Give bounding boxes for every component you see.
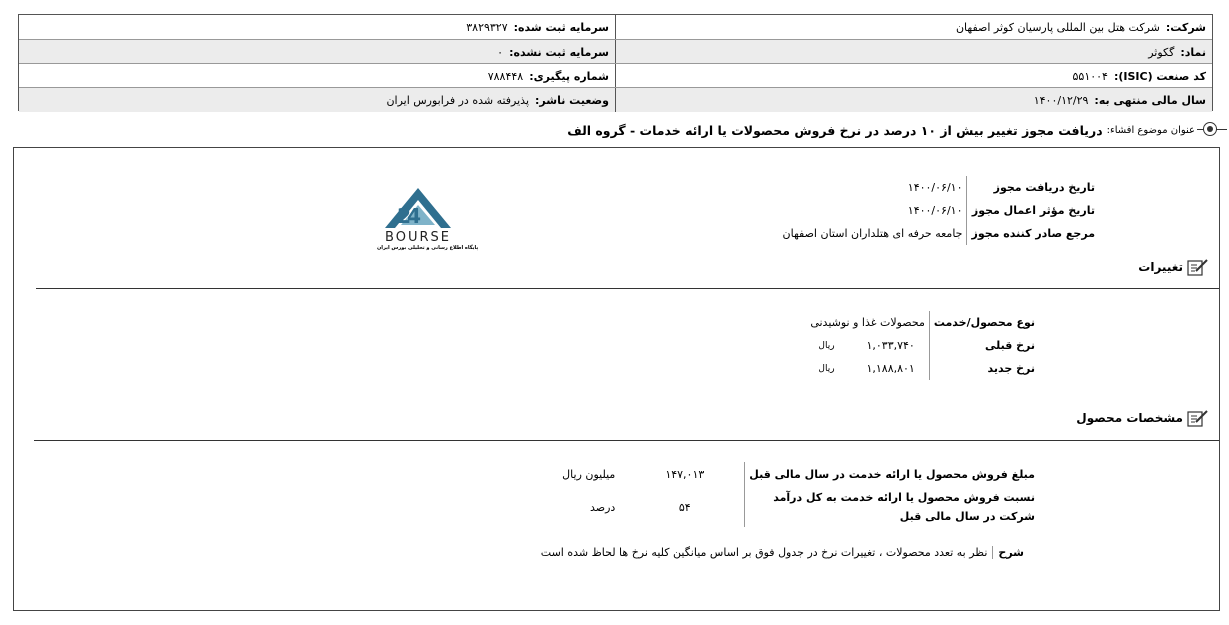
target-icon <box>1199 119 1223 141</box>
info-row <box>19 87 1212 112</box>
logo-word: BOURSE <box>385 230 451 245</box>
receive-date-label: تاریخ دریافت مجوز <box>967 176 1099 199</box>
product-type-value: محصولات غذا و نوشیدنی <box>810 316 925 329</box>
receive-date-value: ۱۴۰۰/۰۶/۱۰ <box>907 181 963 194</box>
company-value: شرکت هتل بین المللی پارسیان کوثر اصفهان <box>955 20 1160 34</box>
disclosure-panel <box>13 147 1220 611</box>
sales-value: ۱۴۷,۰۱۳ <box>665 468 705 481</box>
table-row <box>806 357 1039 380</box>
divider <box>36 288 1219 289</box>
issuer-value: جامعه حرفه ای هتلداران استان اصفهان <box>782 227 963 240</box>
registered-capital-value: ۳۸۲۹۳۲۷ <box>466 20 508 34</box>
fiscal-year-label: سال مالی منتهی به: <box>1094 93 1206 107</box>
tracking-cell <box>19 64 615 88</box>
new-rate-value: ۱,۱۸۸,۸۰۱ <box>866 362 915 375</box>
unregistered-capital-value: ۰ <box>497 45 504 59</box>
explanation-label: شرح <box>992 546 1024 559</box>
company-label: شرکت: <box>1165 20 1206 34</box>
company-cell <box>615 15 1212 39</box>
product-section-title <box>1076 409 1209 427</box>
previous-rate-label: نرخ قبلی <box>929 334 1039 357</box>
symbol-value: گکوثر <box>1148 45 1175 59</box>
unregistered-capital-cell <box>19 40 615 64</box>
product-table <box>558 462 1039 527</box>
table-row <box>806 334 1039 357</box>
table-row <box>779 199 1099 222</box>
isic-label: کد صنعت (ISIC): <box>1113 69 1206 83</box>
previous-rate-value: ۱,۰۳۳,۷۴۰ <box>866 339 915 352</box>
bourse-logo-mark <box>371 185 465 245</box>
isic-cell <box>615 64 1212 88</box>
company-info-table <box>18 14 1213 111</box>
table-row <box>779 222 1099 245</box>
product-title: مشخصات محصول <box>1076 411 1183 425</box>
svg-text:2: 2 <box>397 204 411 228</box>
permit-table <box>779 176 1099 245</box>
subject-label: عنوان موضوع افشاء: <box>1106 124 1195 136</box>
new-rate-unit: ریال <box>818 363 835 374</box>
effective-date-label: تاریخ مؤثر اعمال مجوز <box>967 199 1099 222</box>
product-type-label: نوع محصول/خدمت <box>929 311 1039 334</box>
table-row <box>779 176 1099 199</box>
edit-note-icon <box>1187 258 1209 276</box>
logo-subtitle: پایگاه اطلاع رسانی و تحلیلی بورس ایران <box>377 245 479 251</box>
info-row <box>19 63 1212 88</box>
changes-title: تغییرات <box>1138 260 1183 274</box>
fiscal-year-value: ۱۴۰۰/۱۲/۲۹ <box>1033 93 1089 107</box>
table-row <box>558 487 1039 527</box>
disclosure-subject <box>567 119 1223 141</box>
info-row <box>19 15 1212 39</box>
ratio-value: ۵۴ <box>678 500 691 514</box>
sales-label: مبلغ فروش محصول یا ارائه خدمت در سال مالی قبل <box>745 462 1039 487</box>
effective-date-value: ۱۴۰۰/۰۶/۱۰ <box>907 204 963 217</box>
table-row <box>806 311 1039 334</box>
changes-section-title <box>1138 258 1209 276</box>
edit-note-icon <box>1187 409 1209 427</box>
ratio-label: نسبت فروش محصول یا ارائه خدمت به کل درآمد شرکت در سال مالی قبل <box>745 487 1039 527</box>
tracking-label: شماره پیگیری: <box>529 69 609 83</box>
registered-capital-cell <box>19 15 615 39</box>
fiscal-year-cell <box>615 88 1212 112</box>
table-row <box>558 462 1039 487</box>
sales-unit: میلیون ریال <box>562 468 616 481</box>
registered-capital-label: سرمایه ثبت شده: <box>513 20 609 34</box>
publisher-status-value: پذیرفته شده در فرابورس ایران <box>386 93 530 107</box>
ratio-unit: درصد <box>590 500 616 514</box>
publisher-status-label: وضعیت ناشر: <box>535 93 609 107</box>
bourse-logo <box>371 185 479 260</box>
unregistered-capital-label: سرمایه ثبت نشده: <box>509 45 609 59</box>
new-rate-label: نرخ جدید <box>929 357 1039 380</box>
issuer-label: مرجع صادر کننده مجوز <box>967 222 1099 245</box>
previous-rate-unit: ریال <box>818 340 835 351</box>
publisher-status-cell <box>19 88 615 112</box>
symbol-label: نماد: <box>1180 45 1206 59</box>
changes-table <box>806 311 1039 380</box>
info-row <box>19 39 1212 64</box>
subject-text: دریافت مجوز تغییر بیش از ۱۰ درصد در نرخ فروش محصولات یا ارائه خدمات - گروه الف <box>567 122 1103 138</box>
explanation-text: نظر به تعدد محصولات ، تغییرات نرخ در جدول فوق بر اساس میانگین کلیه نرخ ها لحاظ شده است <box>540 546 988 559</box>
explanation <box>541 546 1024 559</box>
divider <box>34 440 1219 441</box>
isic-value: ۵۵۱۰۰۴ <box>1072 69 1108 83</box>
symbol-cell <box>615 40 1212 64</box>
tracking-value: ۷۸۸۴۴۸ <box>487 69 524 83</box>
svg-text:4: 4 <box>407 204 421 228</box>
